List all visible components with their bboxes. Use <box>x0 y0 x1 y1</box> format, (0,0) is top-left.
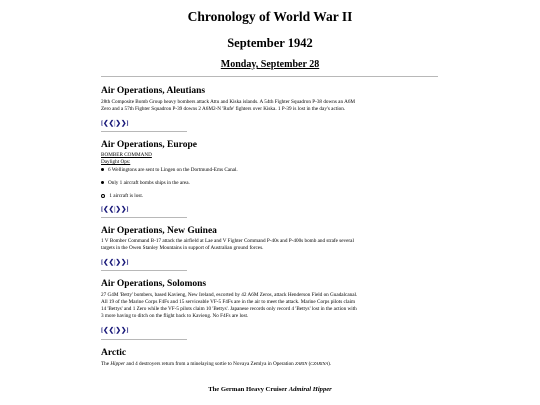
section-text-arctic <box>101 360 438 368</box>
back-arrow-icon[interactable]: ❮❮ <box>103 259 115 266</box>
section-heading-aleutians: Air Operations, Aleutians <box>101 86 206 96</box>
text-line: targets in the Owen Stanley Mountains in support of Australian ground forces. <box>101 245 264 251</box>
bullet-icon <box>101 168 104 171</box>
text-line: 1 V Bomber Command B-17 attack the airfield at Lae and V Fighter Command P-40s and P-400s bomb and strafe several <box>101 238 354 244</box>
nav-links <box>101 258 129 266</box>
section-text-aleutians <box>101 99 438 113</box>
forward-arrow-icon[interactable]: ❯❯ <box>115 206 127 213</box>
operation-name: ZARIN <box>295 361 308 366</box>
back-arrow-icon[interactable]: ❮❮ <box>103 206 115 213</box>
list-item <box>101 180 190 187</box>
divider <box>101 270 187 271</box>
bracket: ] <box>126 206 129 213</box>
bracket: [ <box>101 259 104 266</box>
list-item <box>101 193 143 200</box>
section-text-new-guinea <box>101 238 438 252</box>
daylight-ops-label <box>101 159 438 166</box>
section-heading-europe: Air Operations, Europe <box>101 140 197 150</box>
section-heading-arctic: Arctic <box>101 348 127 358</box>
ship-name: Hipper <box>110 361 126 367</box>
divider <box>101 339 187 340</box>
divider <box>101 131 187 132</box>
text-line: Zero and a 57th Fighter Squadron P-39 downs 2 A6M2-N 'Rufe' fighters over Kiska. 1 P-39 is lost in the day's action. <box>101 106 346 112</box>
text-run: The <box>101 361 111 367</box>
forward-arrow-icon[interactable]: ❯❯ <box>115 327 127 334</box>
list-item-text: 1 aircraft is lost. <box>109 193 144 199</box>
section-heading-new-guinea: Air Operations, New Guinea <box>101 226 217 236</box>
section-text-solomons <box>101 292 438 320</box>
text-line: 27 G4M 'Betty' bombers, based Kavieng, New Ireland, escorted by 42 A6M Zeros, attack Henderson Field on Guadalcanal. <box>101 292 358 298</box>
bracket: [ <box>101 120 104 127</box>
text-line: 3 more having to ditch on the flight back to Kavieng. No F4Fs are lost. <box>101 313 249 319</box>
separator: | <box>114 120 116 127</box>
separator: | <box>114 259 116 266</box>
forward-arrow-icon[interactable]: ❯❯ <box>115 259 127 266</box>
section-heading-solomons: Air Operations, Solomons <box>101 279 207 289</box>
page-subtitle: September 1942 <box>227 36 313 50</box>
text-run: ). <box>328 361 332 367</box>
circle-bullet-icon <box>101 194 105 198</box>
label-text: Daylight Ops: <box>101 159 131 165</box>
bracket: ] <box>126 327 129 334</box>
text-line: 14 'Bettys' and 1 Zero while the VF-5 pilots claim 10 'Bettys'. Japanese records only record 4 'Bettys' lost in the action with <box>101 306 357 312</box>
text-run: and 4 destroyers return from a minelaying sortie to Novaya Zemlya in Operation <box>125 361 296 367</box>
divider <box>101 217 187 218</box>
text-line: All 19 of the Marine Corps F4Fs and 15 serviceable VF-5 F4Fs are in the air to meet the attack. Marine Corps pilots claim <box>101 299 356 305</box>
nav-links <box>101 119 129 127</box>
bracket: [ <box>101 327 104 334</box>
bomber-command-link[interactable] <box>101 152 438 159</box>
bracket: [ <box>101 206 104 213</box>
date-heading: Monday, September 28 <box>220 59 320 70</box>
bracket: ] <box>126 259 129 266</box>
nav-links <box>101 326 129 334</box>
text-line: 28th Composite Bomb Group heavy bombers attack Attu and Kiska islands. A 54th Fighter Squadron P-38 downs an A6M <box>101 99 356 105</box>
separator: | <box>114 206 116 213</box>
separator: | <box>114 327 116 334</box>
caption-ship-name: Admiral Hipper <box>288 386 332 393</box>
image-caption <box>0 386 540 393</box>
forward-arrow-icon[interactable]: ❯❯ <box>115 120 127 127</box>
list-item <box>101 167 238 174</box>
text-run: ( <box>307 361 311 367</box>
caption-text: The German Heavy Cruiser <box>208 386 289 393</box>
list-item-text: 6 Wellingtons are sent to Lingen on the Dortmund-Ems Canal. <box>108 167 238 173</box>
nav-links <box>101 205 129 213</box>
back-arrow-icon[interactable]: ❮❮ <box>103 120 115 127</box>
link-text[interactable]: BOMBER COMMAND <box>101 152 152 158</box>
back-arrow-icon[interactable]: ❮❮ <box>103 327 115 334</box>
bracket: ] <box>126 120 129 127</box>
list-item-text: Only 1 aircraft bombs ships in the area. <box>108 180 190 186</box>
divider <box>101 76 438 77</box>
page-title: Chronology of World War II <box>187 9 353 24</box>
operation-name: CZARINA <box>310 361 329 366</box>
bullet-icon <box>101 181 104 184</box>
